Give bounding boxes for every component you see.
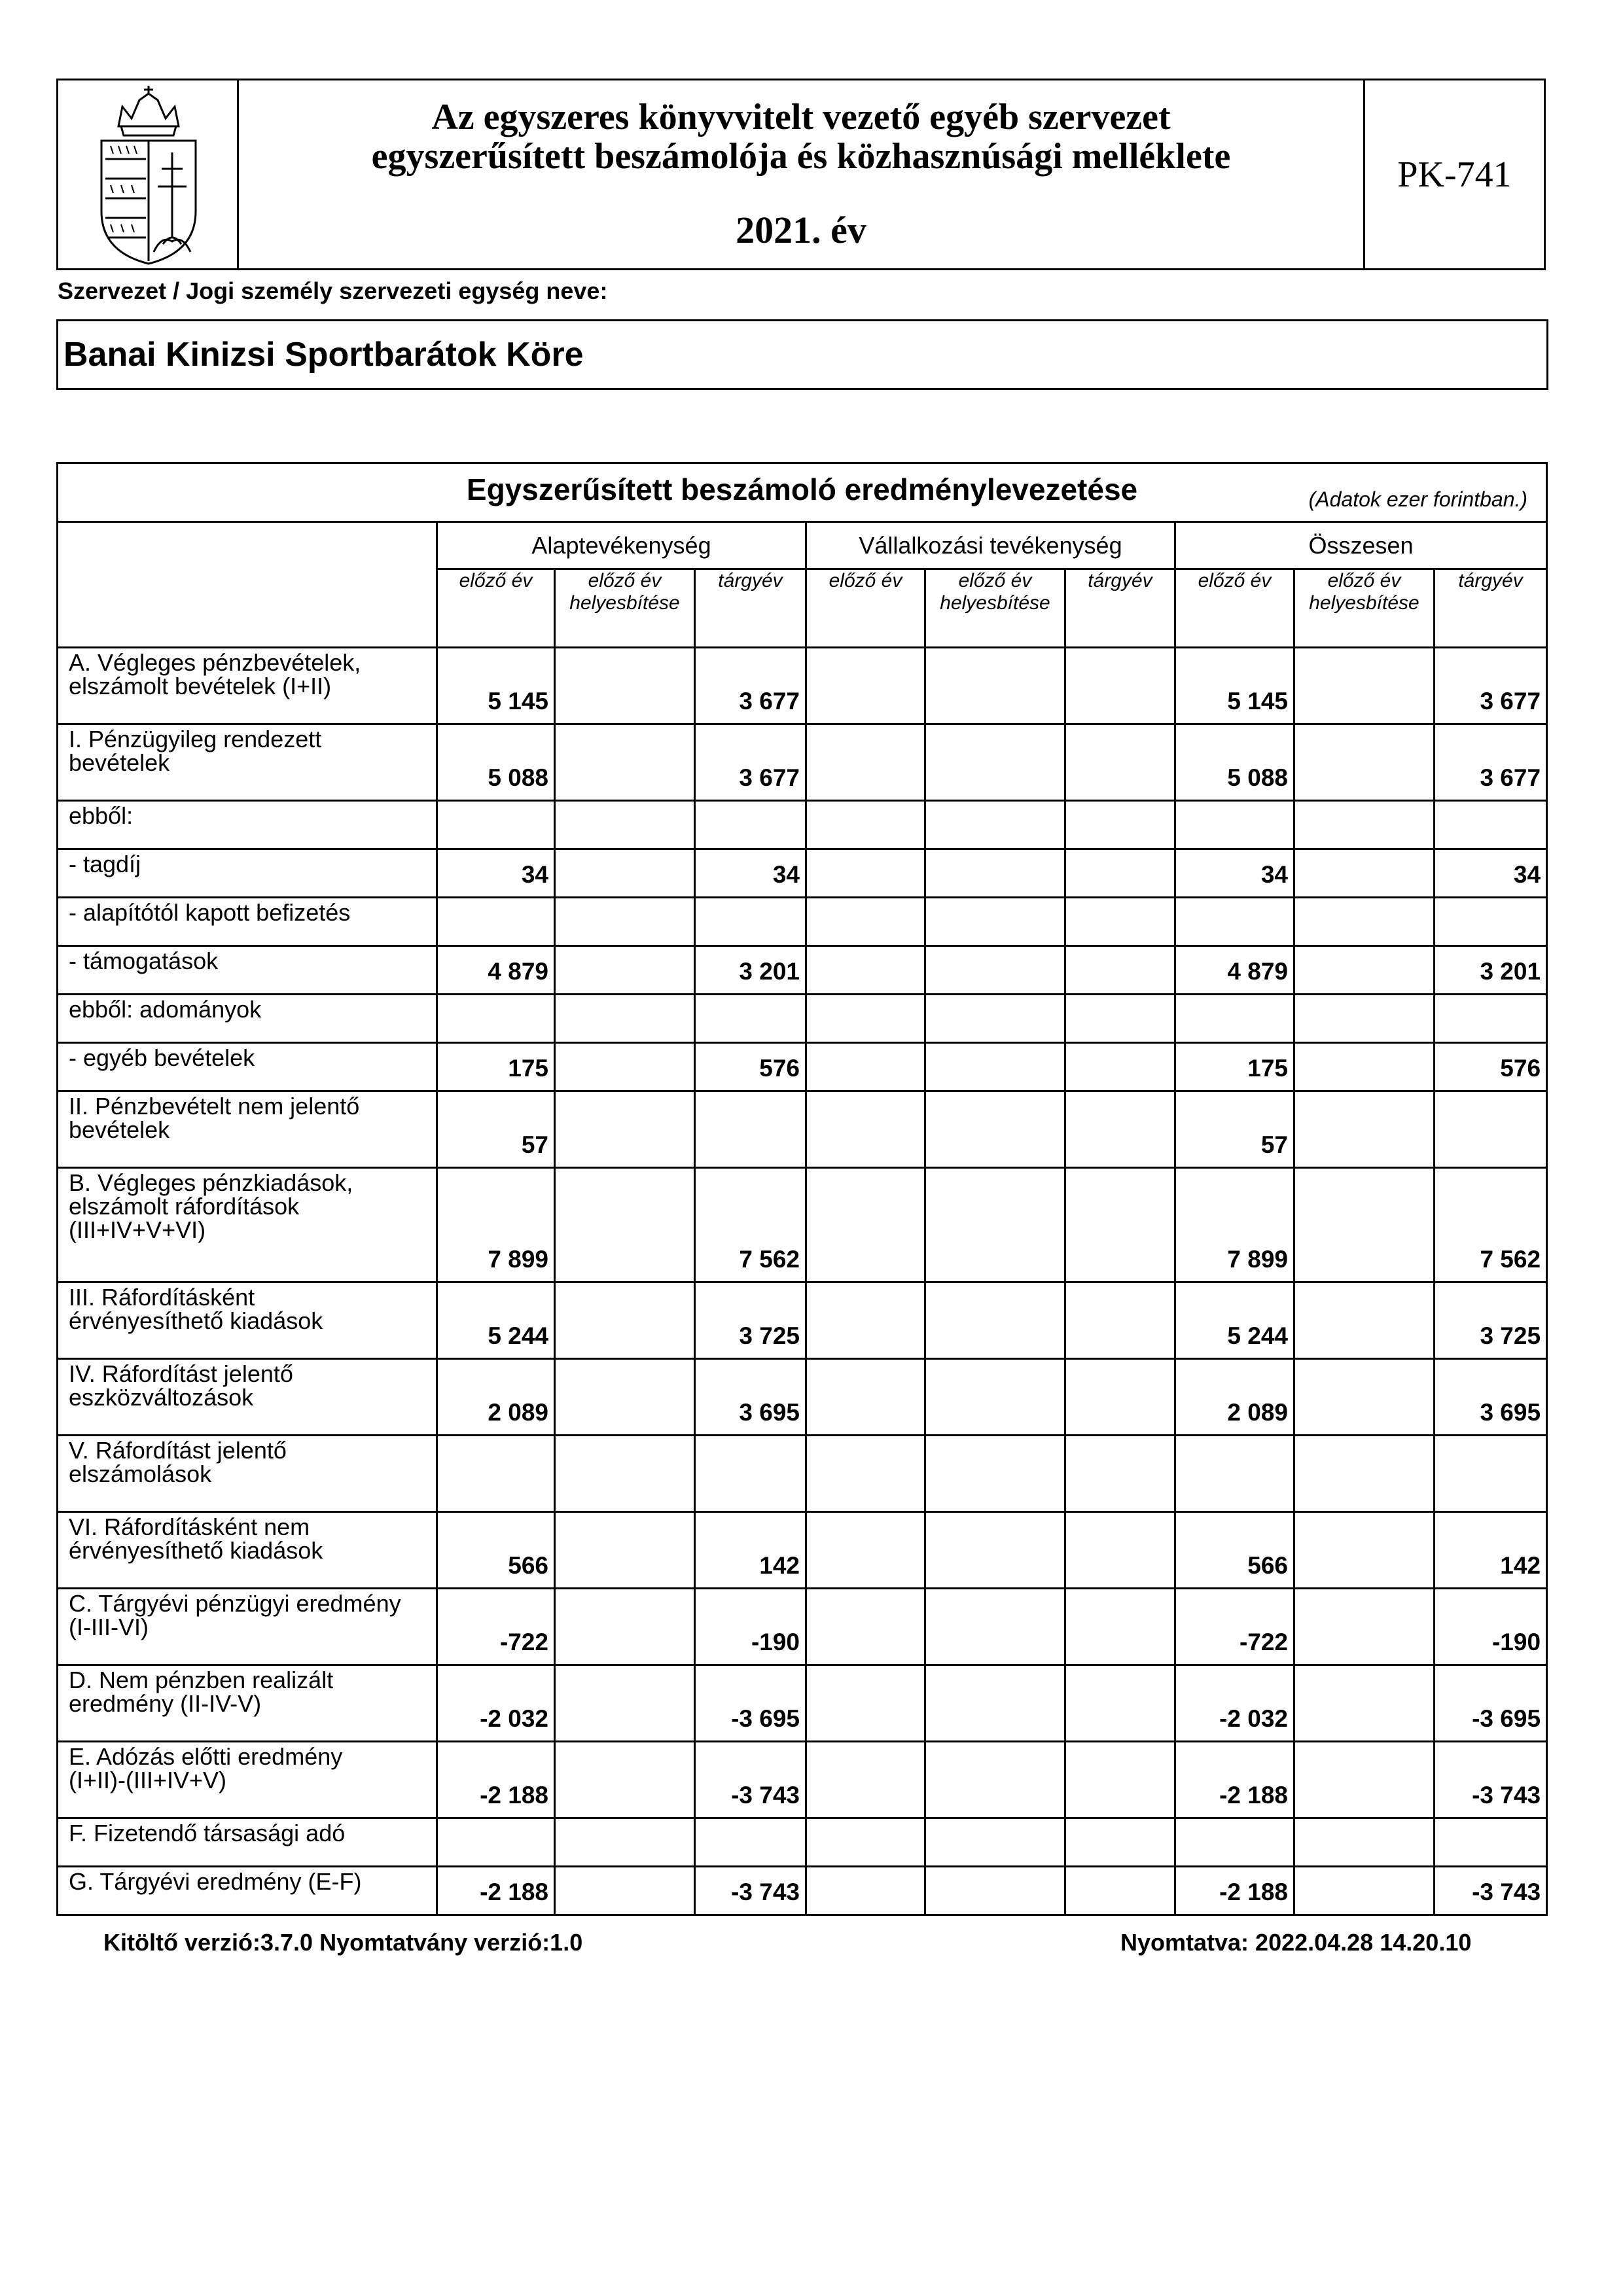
value-cell: 3 677 <box>1435 648 1547 724</box>
table-title: Egyszerűsített beszámoló eredménylevezetése <box>466 472 1138 506</box>
value-cell: 3 695 <box>1435 1359 1547 1436</box>
row-label-line: (I-III-VI) <box>69 1614 149 1640</box>
table-row <box>58 1043 1547 1091</box>
column-subheader-line: helyesbítése <box>1309 592 1419 614</box>
table-title-row <box>58 463 1547 522</box>
row-label-line: I. Pénzügyileg rendezett <box>69 726 322 752</box>
value-cell <box>925 1436 1065 1512</box>
value-cell <box>555 1282 695 1359</box>
value-cell <box>1175 898 1294 946</box>
value-cell <box>437 801 555 849</box>
value-cell: -2 032 <box>437 1665 555 1742</box>
group-header-row <box>58 522 1547 569</box>
value-cell <box>925 1818 1065 1867</box>
value-cell: 5 145 <box>437 648 555 724</box>
value-cell <box>925 1091 1065 1168</box>
form-header <box>56 79 1546 270</box>
value-cell <box>1065 1043 1175 1091</box>
row-label <box>58 1282 437 1359</box>
value-cell <box>1435 1436 1547 1512</box>
value-cell <box>1294 1436 1435 1512</box>
value-cell <box>1065 995 1175 1043</box>
value-cell: 7 899 <box>1175 1168 1294 1282</box>
value-cell <box>1294 1867 1435 1915</box>
value-cell: 5 244 <box>437 1282 555 1359</box>
value-cell <box>555 946 695 995</box>
value-cell <box>925 1043 1065 1091</box>
row-label-line: ebből: adományok <box>69 996 262 1023</box>
value-cell: 34 <box>437 849 555 898</box>
value-cell <box>925 1589 1065 1665</box>
value-cell <box>695 995 806 1043</box>
value-cell <box>925 898 1065 946</box>
value-cell <box>806 1742 925 1818</box>
value-cell <box>1065 1436 1175 1512</box>
value-cell: 175 <box>437 1043 555 1091</box>
value-cell: -2 188 <box>437 1867 555 1915</box>
row-label-line: IV. Ráfordítást jelentő <box>69 1360 293 1387</box>
row-label-line: V. Ráfordítást jelentő <box>69 1437 287 1464</box>
row-label-line: VI. Ráfordításként nem <box>69 1513 310 1540</box>
row-label-line: eredmény (II-IV-V) <box>69 1690 262 1717</box>
table-row <box>58 898 1547 946</box>
row-label-line: F. Fizetendő társasági adó <box>69 1820 346 1846</box>
table-row <box>58 1818 1547 1867</box>
row-label-line: érvényesíthető kiadások <box>69 1307 323 1334</box>
row-label <box>58 1168 437 1282</box>
value-cell <box>1065 898 1175 946</box>
value-cell <box>1065 1867 1175 1915</box>
value-cell <box>806 1168 925 1282</box>
row-label-line: érvényesíthető kiadások <box>69 1537 323 1564</box>
value-cell: 2 089 <box>1175 1359 1294 1436</box>
table-row <box>58 1091 1547 1168</box>
column-subheader <box>695 569 806 648</box>
table-row <box>58 1282 1547 1359</box>
value-cell <box>806 1043 925 1091</box>
value-cell: 3 677 <box>1435 724 1547 801</box>
value-cell <box>925 946 1065 995</box>
value-cell: 3 725 <box>695 1282 806 1359</box>
form-title-line-1: Az egyszeres könyvvitelt vezető egyéb szervezet <box>431 97 1171 137</box>
column-subheader <box>1294 569 1435 648</box>
value-cell: -2 188 <box>437 1742 555 1818</box>
label-column-header <box>58 522 437 648</box>
value-cell: 566 <box>437 1512 555 1589</box>
value-cell <box>555 1665 695 1742</box>
value-cell <box>555 1359 695 1436</box>
value-cell <box>925 648 1065 724</box>
column-subheader-line: helyesbítése <box>940 592 1050 614</box>
value-cell <box>1294 1512 1435 1589</box>
row-label-line: A. Végleges pénzbevételek, <box>69 649 361 676</box>
value-cell: -3 743 <box>695 1867 806 1915</box>
value-cell <box>806 1436 925 1512</box>
value-cell <box>555 1512 695 1589</box>
value-cell <box>806 995 925 1043</box>
value-cell <box>1065 1818 1175 1867</box>
row-label <box>58 1091 437 1168</box>
row-label <box>58 1867 437 1915</box>
value-cell <box>1435 898 1547 946</box>
column-subheader <box>555 569 695 648</box>
organization-label: Szervezet / Jogi személy szervezeti egység neve: <box>58 277 608 304</box>
value-cell: -190 <box>1435 1589 1547 1665</box>
row-label-line: eszközváltozások <box>69 1384 254 1411</box>
value-cell <box>555 849 695 898</box>
value-cell <box>1294 1043 1435 1091</box>
value-cell <box>1294 995 1435 1043</box>
value-cell <box>1175 801 1294 849</box>
value-cell: 3 695 <box>695 1359 806 1436</box>
value-cell <box>1065 1091 1175 1168</box>
table-row <box>58 1359 1547 1436</box>
value-cell <box>555 1168 695 1282</box>
form-title <box>239 80 1363 268</box>
value-cell <box>695 1091 806 1168</box>
column-subheader <box>1175 569 1294 648</box>
value-cell: 175 <box>1175 1043 1294 1091</box>
row-label-line: G. Tárgyévi eredmény (E-F) <box>69 1868 362 1895</box>
value-cell <box>1175 995 1294 1043</box>
column-subheader-line: tárgyév <box>718 570 783 592</box>
value-cell: 5 145 <box>1175 648 1294 724</box>
table-row <box>58 1665 1547 1742</box>
value-cell: 57 <box>1175 1091 1294 1168</box>
value-cell: 142 <box>695 1512 806 1589</box>
value-cell <box>925 1282 1065 1359</box>
value-cell: 2 089 <box>437 1359 555 1436</box>
table-row <box>58 648 1547 724</box>
row-label <box>58 801 437 849</box>
value-cell <box>925 849 1065 898</box>
value-cell <box>695 801 806 849</box>
value-cell <box>1294 648 1435 724</box>
value-cell: 3 725 <box>1435 1282 1547 1359</box>
value-cell <box>806 1818 925 1867</box>
column-subheader <box>1065 569 1175 648</box>
value-cell <box>1294 1168 1435 1282</box>
column-subheader-line: előző év <box>588 570 662 592</box>
value-cell <box>1065 801 1175 849</box>
column-subheader-line: tárgyév <box>1458 570 1523 592</box>
income-statement-table <box>56 462 1548 1916</box>
filler-version: Kitöltő verzió:3.7.0 Nyomtatvány verzió:1.0 <box>103 1929 583 1956</box>
value-cell <box>1065 1665 1175 1742</box>
table-row <box>58 946 1547 995</box>
row-label <box>58 995 437 1043</box>
value-cell: 4 879 <box>437 946 555 995</box>
row-label-line: ebből: <box>69 802 134 829</box>
row-label-line: (I+II)-(III+IV+V) <box>69 1767 227 1793</box>
value-cell: -3 743 <box>1435 1867 1547 1915</box>
value-cell <box>1065 1589 1175 1665</box>
value-cell <box>925 1359 1065 1436</box>
value-cell <box>555 1589 695 1665</box>
value-cell: -722 <box>437 1589 555 1665</box>
value-cell <box>1065 946 1175 995</box>
print-timestamp: Nyomtatva: 2022.04.28 14.20.10 <box>1120 1929 1472 1956</box>
value-cell: 142 <box>1435 1512 1547 1589</box>
value-cell <box>1294 724 1435 801</box>
value-cell <box>1065 1359 1175 1436</box>
table-row <box>58 1168 1547 1282</box>
table-row <box>58 1512 1547 1589</box>
row-label-line: - alapítótól kapott befizetés <box>69 899 351 926</box>
value-cell <box>925 1512 1065 1589</box>
organization-name-field: Banai Kinizsi Sportbarátok Köre <box>56 319 1548 390</box>
group-header-vallalkozasi: Vállalkozási tevékenység <box>806 522 1175 569</box>
value-cell <box>1294 1282 1435 1359</box>
column-subheader-line: helyesbítése <box>569 592 680 614</box>
value-cell <box>695 898 806 946</box>
row-label-line: elszámolt bevételek (I+II) <box>69 673 332 699</box>
value-cell: -2 188 <box>1175 1867 1294 1915</box>
value-cell: 3 677 <box>695 648 806 724</box>
value-cell: -3 743 <box>1435 1742 1547 1818</box>
value-cell: 34 <box>695 849 806 898</box>
value-cell <box>1294 1742 1435 1818</box>
value-cell <box>1175 1818 1294 1867</box>
value-cell <box>925 995 1065 1043</box>
value-cell <box>1294 849 1435 898</box>
value-cell <box>1294 946 1435 995</box>
row-label <box>58 1742 437 1818</box>
value-cell <box>555 898 695 946</box>
table-row <box>58 1867 1547 1915</box>
value-cell <box>1435 1091 1547 1168</box>
column-subheader-line: tárgyév <box>1088 570 1152 592</box>
row-label-line: C. Tárgyévi pénzügyi eredmény <box>69 1590 401 1617</box>
value-cell <box>806 946 925 995</box>
value-cell <box>806 801 925 849</box>
value-cell: 5 244 <box>1175 1282 1294 1359</box>
column-subheader-line: előző év <box>459 570 533 592</box>
value-cell <box>1435 801 1547 849</box>
value-cell <box>1294 1091 1435 1168</box>
row-label-line: - egyéb bevételek <box>69 1044 255 1071</box>
row-label <box>58 1436 437 1512</box>
row-label-line: B. Végleges pénzkiadások, <box>69 1169 353 1196</box>
value-cell: 57 <box>437 1091 555 1168</box>
value-cell: 34 <box>1175 849 1294 898</box>
column-subheader <box>437 569 555 648</box>
value-cell <box>555 648 695 724</box>
value-cell <box>806 1665 925 1742</box>
table-row <box>58 801 1547 849</box>
form-code: PK-741 <box>1363 80 1544 268</box>
table-row <box>58 849 1547 898</box>
row-label-line: bevételek <box>69 749 170 776</box>
row-label-line: elszámolt ráfordítások <box>69 1193 300 1220</box>
table-row <box>58 1589 1547 1665</box>
value-cell <box>555 1867 695 1915</box>
table-row <box>58 1742 1547 1818</box>
crest-cell <box>58 80 239 268</box>
table-row <box>58 724 1547 801</box>
column-subheader <box>925 569 1065 648</box>
value-cell <box>1065 1742 1175 1818</box>
value-cell: -2 188 <box>1175 1742 1294 1818</box>
value-cell <box>1435 995 1547 1043</box>
value-cell <box>925 801 1065 849</box>
value-cell <box>695 1436 806 1512</box>
value-cell <box>555 995 695 1043</box>
value-cell: 3 201 <box>1435 946 1547 995</box>
value-cell <box>555 1043 695 1091</box>
value-cell: 4 879 <box>1175 946 1294 995</box>
value-cell <box>806 1091 925 1168</box>
value-cell <box>1065 1168 1175 1282</box>
value-cell <box>437 1818 555 1867</box>
column-subheader <box>1435 569 1547 648</box>
value-cell <box>1294 1359 1435 1436</box>
group-header-osszesen: Összesen <box>1175 522 1547 569</box>
value-cell <box>806 1589 925 1665</box>
table-row <box>58 1436 1547 1512</box>
row-label-line: (III+IV+V+VI) <box>69 1216 206 1243</box>
value-cell <box>1294 1589 1435 1665</box>
row-label <box>58 1589 437 1665</box>
value-cell <box>1175 1436 1294 1512</box>
row-label <box>58 898 437 946</box>
row-label-line: bevételek <box>69 1116 170 1143</box>
value-cell <box>437 995 555 1043</box>
value-cell: 7 562 <box>1435 1168 1547 1282</box>
value-cell <box>1065 648 1175 724</box>
value-cell <box>806 849 925 898</box>
row-label <box>58 1359 437 1436</box>
row-label <box>58 1665 437 1742</box>
value-cell: -3 695 <box>1435 1665 1547 1742</box>
row-label-line: D. Nem pénzben realizált <box>69 1667 334 1693</box>
group-header-alaptevekenyseg: Alaptevékenység <box>437 522 806 569</box>
column-subheader-line: előző év <box>958 570 1032 592</box>
value-cell: -190 <box>695 1589 806 1665</box>
value-cell <box>1435 1818 1547 1867</box>
value-cell <box>555 1436 695 1512</box>
value-cell: 5 088 <box>1175 724 1294 801</box>
column-subheader-line: előző év <box>1327 570 1401 592</box>
value-cell <box>806 1867 925 1915</box>
row-label <box>58 1512 437 1589</box>
value-cell <box>555 801 695 849</box>
value-cell <box>806 1359 925 1436</box>
value-cell <box>1294 1665 1435 1742</box>
value-cell: 34 <box>1435 849 1547 898</box>
value-cell: 3 201 <box>695 946 806 995</box>
row-label <box>58 724 437 801</box>
value-cell <box>555 1742 695 1818</box>
column-subheader-line: előző év <box>1198 570 1272 592</box>
row-label <box>58 1818 437 1867</box>
value-cell: -2 032 <box>1175 1665 1294 1742</box>
value-cell: 3 677 <box>695 724 806 801</box>
value-cell <box>437 1436 555 1512</box>
value-cell <box>925 1665 1065 1742</box>
value-cell <box>1065 1512 1175 1589</box>
value-cell <box>1294 898 1435 946</box>
row-label-line: - támogatások <box>69 947 219 974</box>
row-label-line: elszámolások <box>69 1460 212 1487</box>
value-cell <box>695 1818 806 1867</box>
value-cell <box>925 1742 1065 1818</box>
unit-note: (Adatok ezer forintban.) <box>1308 487 1528 511</box>
value-cell: 566 <box>1175 1512 1294 1589</box>
value-cell <box>1065 724 1175 801</box>
value-cell: -3 743 <box>695 1742 806 1818</box>
value-cell <box>1065 849 1175 898</box>
value-cell: 7 562 <box>695 1168 806 1282</box>
form-year: 2021. év <box>736 209 866 251</box>
value-cell <box>1294 801 1435 849</box>
value-cell <box>925 1168 1065 1282</box>
row-label <box>58 849 437 898</box>
row-label-line: E. Adózás előtti eredmény <box>69 1743 343 1770</box>
value-cell <box>806 898 925 946</box>
value-cell: 7 899 <box>437 1168 555 1282</box>
hungarian-coat-of-arms-icon <box>58 80 239 268</box>
table-row <box>58 995 1547 1043</box>
row-label <box>58 1043 437 1091</box>
value-cell <box>806 1512 925 1589</box>
form-title-line-2: egyszerűsített beszámolója és közhasznúsági melléklete <box>371 136 1231 177</box>
value-cell <box>925 1867 1065 1915</box>
value-cell <box>555 1091 695 1168</box>
row-label-line: III. Ráfordításként <box>69 1284 255 1311</box>
value-cell <box>806 724 925 801</box>
value-cell <box>437 898 555 946</box>
value-cell <box>555 1818 695 1867</box>
value-cell: -722 <box>1175 1589 1294 1665</box>
value-cell <box>806 1282 925 1359</box>
value-cell: 576 <box>1435 1043 1547 1091</box>
value-cell <box>806 648 925 724</box>
column-subheader-line: előző év <box>829 570 902 592</box>
value-cell <box>1065 1282 1175 1359</box>
value-cell: -3 695 <box>695 1665 806 1742</box>
value-cell <box>555 724 695 801</box>
row-label-line: - tagdíj <box>69 851 141 877</box>
row-label <box>58 946 437 995</box>
row-label <box>58 648 437 724</box>
value-cell <box>925 724 1065 801</box>
value-cell <box>1294 1818 1435 1867</box>
row-label-line: II. Pénzbevételt nem jelentő <box>69 1093 360 1120</box>
value-cell: 576 <box>695 1043 806 1091</box>
column-subheader <box>806 569 925 648</box>
value-cell: 5 088 <box>437 724 555 801</box>
